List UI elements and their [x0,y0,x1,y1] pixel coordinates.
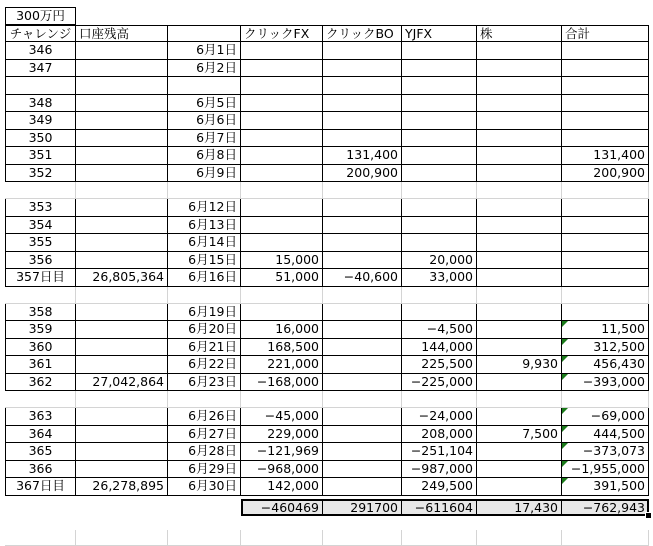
cell-r24-c3[interactable]: −968,000 [241,461,323,479]
cell-r10-c2[interactable]: 6月13日 [168,217,241,235]
cell-r4-c5[interactable] [402,112,477,130]
cell-r22-c1[interactable] [76,426,168,444]
spacer-cell[interactable] [477,182,562,199]
spacer-cell[interactable] [5,391,76,408]
cell-r22-c2[interactable]: 6月27日 [168,426,241,444]
cell-r25-c4[interactable] [323,478,402,496]
spacer-cell[interactable] [168,287,241,304]
challenge-title-cell[interactable]: 300万円 [5,7,76,25]
total-cell-4[interactable]: −762,943 [562,499,649,517]
cell-r2-c0[interactable] [5,77,76,95]
cell-r3-c4[interactable] [323,95,402,113]
empty-cell[interactable] [323,530,402,546]
cell-r3-c5[interactable] [402,95,477,113]
cell-r2-c2[interactable] [168,77,241,95]
spacer-cell[interactable] [168,391,241,408]
cell-r21-c1[interactable] [76,408,168,426]
cell-r12-c2[interactable]: 6月15日 [168,252,241,270]
total-cell-1[interactable]: 291700 [323,499,402,517]
cell-r12-c7[interactable] [562,252,649,270]
cell-r24-c0[interactable]: 366 [5,461,76,479]
cell-r22-c5[interactable]: 208,000 [402,426,477,444]
cell-r13-c5[interactable]: 33,000 [402,269,477,287]
cell-r0-c2[interactable]: 6月1日 [168,42,241,60]
cell-r17-c3[interactable]: 168,500 [241,339,323,357]
cell-r6-c6[interactable] [477,147,562,165]
cell-r23-c0[interactable]: 365 [5,443,76,461]
cell-r12-c6[interactable] [477,252,562,270]
header-cell-3[interactable]: クリックFX [241,25,323,42]
header-cell-7[interactable]: 合計 [562,25,649,42]
cell-r23-c7[interactable]: −373,073 [562,443,649,461]
cell-r17-c1[interactable] [76,339,168,357]
empty-cell[interactable] [76,530,168,546]
cell-r21-c6[interactable] [477,408,562,426]
cell-r21-c4[interactable] [323,408,402,426]
empty-cell[interactable] [562,530,649,546]
cell-r9-c2[interactable]: 6月12日 [168,199,241,217]
cell-r7-c1[interactable] [76,165,168,183]
cell-r24-c6[interactable] [477,461,562,479]
cell-r10-c0[interactable]: 354 [5,217,76,235]
cell-r0-c7[interactable] [562,42,649,60]
cell-r4-c3[interactable] [241,112,323,130]
cell-r1-c2[interactable]: 6月2日 [168,60,241,78]
cell-r25-c0[interactable]: 367日目 [5,478,76,496]
cell-r24-c1[interactable] [76,461,168,479]
cell-r13-c1[interactable]: 26,805,364 [76,269,168,287]
cell-r6-c3[interactable] [241,147,323,165]
cell-r25-c5[interactable]: 249,500 [402,478,477,496]
cell-r2-c6[interactable] [477,77,562,95]
cell-r16-c1[interactable] [76,321,168,339]
cell-r23-c2[interactable]: 6月28日 [168,443,241,461]
total-cell-3[interactable]: 17,430 [477,499,562,517]
cell-r0-c1[interactable] [76,42,168,60]
cell-r17-c5[interactable]: 144,000 [402,339,477,357]
cell-r15-c3[interactable] [241,304,323,322]
cell-r1-c1[interactable] [76,60,168,78]
cell-r2-c5[interactable] [402,77,477,95]
cell-r19-c0[interactable]: 362 [5,374,76,392]
cell-r13-c4[interactable]: −40,600 [323,269,402,287]
cell-r13-c6[interactable] [477,269,562,287]
cell-r7-c3[interactable] [241,165,323,183]
spacer-cell[interactable] [241,287,323,304]
cell-r9-c3[interactable] [241,199,323,217]
spacer-cell[interactable] [562,287,649,304]
cell-r10-c6[interactable] [477,217,562,235]
cell-r10-c4[interactable] [323,217,402,235]
cell-r15-c1[interactable] [76,304,168,322]
cell-r3-c6[interactable] [477,95,562,113]
cell-r21-c3[interactable]: −45,000 [241,408,323,426]
cell-r12-c5[interactable]: 20,000 [402,252,477,270]
cell-r12-c0[interactable]: 356 [5,252,76,270]
cell-r16-c6[interactable] [477,321,562,339]
cell-r18-c7[interactable]: 456,430 [562,356,649,374]
cell-r18-c6[interactable]: 9,930 [477,356,562,374]
cell-r3-c1[interactable] [76,95,168,113]
spacer-cell[interactable] [241,182,323,199]
cell-r5-c1[interactable] [76,130,168,148]
spacer-cell[interactable] [323,182,402,199]
cell-r16-c4[interactable] [323,321,402,339]
cell-r4-c7[interactable] [562,112,649,130]
cell-r7-c6[interactable] [477,165,562,183]
cell-r23-c4[interactable] [323,443,402,461]
header-cell-0[interactable]: チャレンジ [5,25,76,42]
cell-r19-c4[interactable] [323,374,402,392]
cell-r15-c0[interactable]: 358 [5,304,76,322]
cell-r15-c2[interactable]: 6月19日 [168,304,241,322]
cell-r18-c4[interactable] [323,356,402,374]
cell-r6-c1[interactable] [76,147,168,165]
spacer-cell[interactable] [562,182,649,199]
cell-r9-c0[interactable]: 353 [5,199,76,217]
cell-r18-c1[interactable] [76,356,168,374]
cell-r4-c0[interactable]: 349 [5,112,76,130]
cell-r25-c3[interactable]: 142,000 [241,478,323,496]
cell-r19-c5[interactable]: −225,000 [402,374,477,392]
cell-r1-c3[interactable] [241,60,323,78]
cell-r19-c3[interactable]: −168,000 [241,374,323,392]
cell-r23-c6[interactable] [477,443,562,461]
cell-r5-c7[interactable] [562,130,649,148]
spacer-cell[interactable] [402,287,477,304]
cell-r12-c1[interactable] [76,252,168,270]
cell-r18-c0[interactable]: 361 [5,356,76,374]
cell-r10-c3[interactable] [241,217,323,235]
cell-r4-c6[interactable] [477,112,562,130]
cell-r18-c5[interactable]: 225,500 [402,356,477,374]
cell-r23-c1[interactable] [76,443,168,461]
cell-r10-c7[interactable] [562,217,649,235]
cell-r24-c4[interactable] [323,461,402,479]
fill-handle[interactable] [645,512,652,519]
cell-r2-c4[interactable] [323,77,402,95]
empty-cell[interactable] [402,530,477,546]
spacer-cell[interactable] [241,391,323,408]
cell-r13-c7[interactable] [562,269,649,287]
cell-r25-c7[interactable]: 391,500 [562,478,649,496]
cell-r6-c5[interactable] [402,147,477,165]
cell-r5-c0[interactable]: 350 [5,130,76,148]
cell-r16-c3[interactable]: 16,000 [241,321,323,339]
cell-r13-c0[interactable]: 357日目 [5,269,76,287]
cell-r15-c5[interactable] [402,304,477,322]
cell-r25-c2[interactable]: 6月30日 [168,478,241,496]
cell-r11-c3[interactable] [241,234,323,252]
cell-r9-c6[interactable] [477,199,562,217]
cell-r21-c0[interactable]: 363 [5,408,76,426]
cell-r21-c5[interactable]: −24,000 [402,408,477,426]
cell-r21-c2[interactable]: 6月26日 [168,408,241,426]
empty-cell[interactable] [5,530,76,546]
cell-r7-c2[interactable]: 6月9日 [168,165,241,183]
cell-r6-c7[interactable]: 131,400 [562,147,649,165]
cell-r10-c1[interactable] [76,217,168,235]
cell-r11-c4[interactable] [323,234,402,252]
cell-r1-c6[interactable] [477,60,562,78]
cell-r5-c6[interactable] [477,130,562,148]
cell-r21-c7[interactable]: −69,000 [562,408,649,426]
cell-r0-c5[interactable] [402,42,477,60]
cell-r6-c4[interactable]: 131,400 [323,147,402,165]
cell-r23-c3[interactable]: −121,969 [241,443,323,461]
cell-r15-c7[interactable] [562,304,649,322]
empty-cell[interactable] [477,530,562,546]
cell-r22-c3[interactable]: 229,000 [241,426,323,444]
cell-r7-c7[interactable]: 200,900 [562,165,649,183]
spacer-cell[interactable] [5,287,76,304]
cell-r4-c2[interactable]: 6月6日 [168,112,241,130]
cell-r5-c2[interactable]: 6月7日 [168,130,241,148]
cell-r7-c5[interactable] [402,165,477,183]
cell-r22-c7[interactable]: 444,500 [562,426,649,444]
cell-r4-c1[interactable] [76,112,168,130]
spacer-cell[interactable] [402,182,477,199]
cell-r11-c6[interactable] [477,234,562,252]
cell-r13-c3[interactable]: 51,000 [241,269,323,287]
cell-r17-c2[interactable]: 6月21日 [168,339,241,357]
cell-r19-c1[interactable]: 27,042,864 [76,374,168,392]
cell-r12-c3[interactable]: 15,000 [241,252,323,270]
total-cell-2[interactable]: −611604 [402,499,477,517]
cell-r19-c6[interactable] [477,374,562,392]
cell-r1-c5[interactable] [402,60,477,78]
cell-r3-c2[interactable]: 6月5日 [168,95,241,113]
empty-cell[interactable] [168,530,241,546]
header-cell-6[interactable]: 株 [477,25,562,42]
cell-r12-c4[interactable] [323,252,402,270]
spacer-cell[interactable] [76,287,168,304]
spacer-cell[interactable] [168,182,241,199]
cell-r16-c2[interactable]: 6月20日 [168,321,241,339]
cell-r6-c2[interactable]: 6月8日 [168,147,241,165]
cell-r22-c6[interactable]: 7,500 [477,426,562,444]
spacer-cell[interactable] [477,391,562,408]
cell-r11-c1[interactable] [76,234,168,252]
cell-r2-c1[interactable] [76,77,168,95]
cell-r0-c0[interactable]: 346 [5,42,76,60]
cell-r11-c2[interactable]: 6月14日 [168,234,241,252]
cell-r9-c4[interactable] [323,199,402,217]
cell-r23-c5[interactable]: −251,104 [402,443,477,461]
cell-r0-c4[interactable] [323,42,402,60]
spacer-cell[interactable] [5,182,76,199]
cell-r1-c0[interactable]: 347 [5,60,76,78]
spacer-cell[interactable] [562,391,649,408]
header-cell-4[interactable]: クリックBO [323,25,402,42]
spacer-cell[interactable] [402,391,477,408]
cell-r1-c4[interactable] [323,60,402,78]
cell-r18-c3[interactable]: 221,000 [241,356,323,374]
cell-r16-c0[interactable]: 359 [5,321,76,339]
cell-r9-c1[interactable] [76,199,168,217]
cell-r15-c6[interactable] [477,304,562,322]
cell-r7-c4[interactable]: 200,900 [323,165,402,183]
cell-r2-c7[interactable] [562,77,649,95]
header-cell-5[interactable]: YJFX [402,25,477,42]
cell-r9-c7[interactable] [562,199,649,217]
spacer-cell[interactable] [323,391,402,408]
cell-r17-c0[interactable]: 360 [5,339,76,357]
cell-r2-c3[interactable] [241,77,323,95]
total-cell-0[interactable]: −460469 [241,499,323,517]
cell-r11-c0[interactable]: 355 [5,234,76,252]
cell-r16-c5[interactable]: −4,500 [402,321,477,339]
cell-r0-c3[interactable] [241,42,323,60]
empty-cell[interactable] [241,530,323,546]
spacer-cell[interactable] [477,287,562,304]
cell-r24-c7[interactable]: −1,955,000 [562,461,649,479]
cell-r16-c7[interactable]: 11,500 [562,321,649,339]
cell-r15-c4[interactable] [323,304,402,322]
cell-r11-c5[interactable] [402,234,477,252]
selection-outline [241,499,649,517]
cell-r24-c5[interactable]: −987,000 [402,461,477,479]
cell-r13-c2[interactable]: 6月16日 [168,269,241,287]
cell-r19-c7[interactable]: −393,000 [562,374,649,392]
cell-r1-c7[interactable] [562,60,649,78]
cell-r25-c6[interactable] [477,478,562,496]
cell-r5-c3[interactable] [241,130,323,148]
cell-r0-c6[interactable] [477,42,562,60]
cell-r3-c7[interactable] [562,95,649,113]
cell-r7-c0[interactable]: 352 [5,165,76,183]
header-cell-2[interactable] [168,25,241,42]
cell-r3-c3[interactable] [241,95,323,113]
cell-r25-c1[interactable]: 26,278,895 [76,478,168,496]
cell-r5-c4[interactable] [323,130,402,148]
cell-r22-c0[interactable]: 364 [5,426,76,444]
cell-r17-c6[interactable] [477,339,562,357]
cell-r10-c5[interactable] [402,217,477,235]
cell-r17-c4[interactable] [323,339,402,357]
cell-r18-c2[interactable]: 6月22日 [168,356,241,374]
cell-r19-c2[interactable]: 6月23日 [168,374,241,392]
cell-r11-c7[interactable] [562,234,649,252]
cell-r5-c5[interactable] [402,130,477,148]
spacer-cell[interactable] [76,391,168,408]
spacer-cell[interactable] [76,182,168,199]
cell-r6-c0[interactable]: 351 [5,147,76,165]
header-cell-1[interactable]: 口座残高 [76,25,168,42]
cell-r17-c7[interactable]: 312,500 [562,339,649,357]
cell-r24-c2[interactable]: 6月29日 [168,461,241,479]
cell-r3-c0[interactable]: 348 [5,95,76,113]
cell-r4-c4[interactable] [323,112,402,130]
spacer-cell[interactable] [323,287,402,304]
cell-r22-c4[interactable] [323,426,402,444]
cell-r9-c5[interactable] [402,199,477,217]
